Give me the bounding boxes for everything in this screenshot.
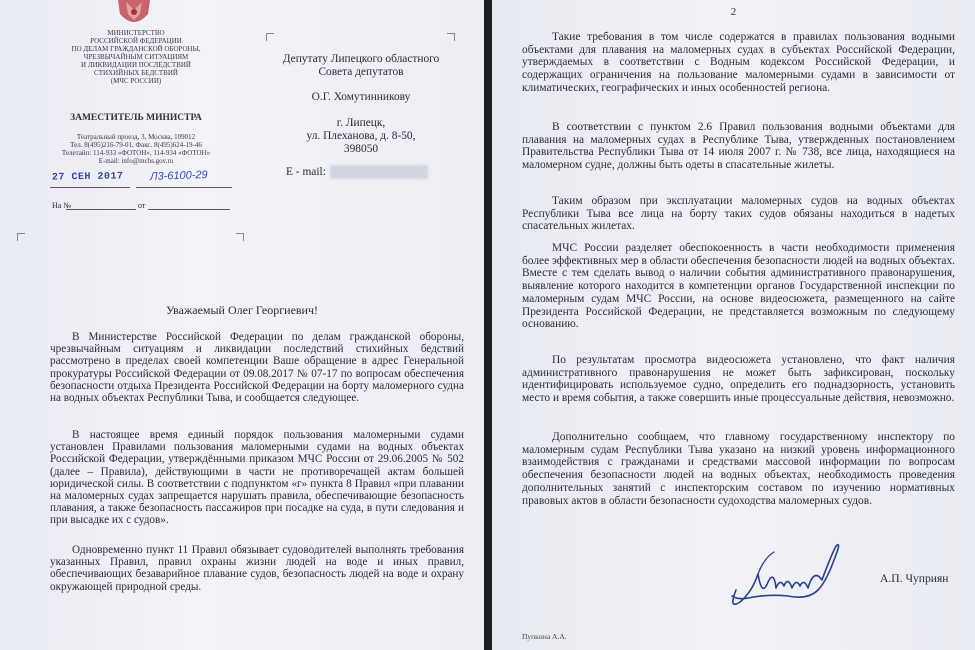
letterhead-line: И ЛИКВИДАЦИИ ПОСЛЕДСТВИЙ [81,61,191,69]
paragraph: МЧС России разделяет обеспокоенность в части необходимости применения более эффективных мер в области обеспечения безопасности людей на водных объектах. Вместе с тем сделать вывод о наличии события административного правонарушения, выявление которого находится в компетенции органов Государственной инспекции по маломерным судам МЧС России, на основе видеосюжета, размещенного на сайте Президента Российской Федерации, не представляется возможным по следующему основанию. [522,242,955,331]
contact-line: E-mail: info@mchs.gov.ru [98,157,174,165]
letterhead [52,29,220,85]
paragraph: В соответствии с пунктом 2.6 Правил пользования водными объектами для плавания на маломерных судах в Республике Тыва, утвержденных постановлением Правительства Республики Тыва от 14 июля 2007 г. № 738, все лица, находящиеся на маломерном судне, должны быть одеты в спасательные жилеты. [522,121,955,172]
corner-mark [17,233,25,241]
recipient-line: О.Г. Хомутинникову [311,91,411,104]
corner-mark [236,233,244,241]
recipient-line: г. Липецк, [336,116,386,129]
paragraph: Такие требования в том числе содержатся в правилах пользования водными объектами для плавания на маломерных судах в субъектах Российской Федерации, утверждаемых в соответствии с Водным кодексом Российской Федерации, и содержащих ограничения на пользование маломерными судами в зависимости от климатических, географических и иных особенностей региона. [522,31,955,94]
letterhead-line: РОССИЙСКОЙ ФЕДЕРАЦИИ [90,37,182,45]
ref-from: от [138,201,146,210]
outgoing-number: Л3-6100-29 [149,168,208,184]
page-number: 2 [730,6,737,18]
paragraph: Таким образом при эксплуатации маломерных судов на водных объектах Республики Тыва все лица на борту таких судов обязаны находиться в надетых спасательных жилетах. [522,195,955,233]
contact-line: Тел. 8(495)216-79-01, Факс. 8(495)624-19-46 [70,141,202,149]
recipient-line: Депутату Липецкого областного [282,53,440,65]
letter-page-2 [492,0,975,650]
deputy-title: ЗАМЕСТИТЕЛЬ МИНИСТРА [70,113,202,123]
date-stamp: 27 СЕН 2017 [51,171,124,184]
ref-underline [66,209,136,210]
letterhead-line: ЧРЕЗВЫЧАЙНЫМ СИТУАЦИЯМ [83,53,189,61]
email-label: E - mail: [286,166,326,178]
contacts [44,133,228,165]
paragraph: В настоящее время единый порядок пользования маломерными судами установлен Правилами пользования маломерными судами на водных объектах Российской Федерации, утверждёнными приказом МЧС России от 29.06.2005 № 502 (далее – Правила), действующими в части не противоречащей актам большей юридической силы. В соответствии с подпунктом «г» пункта 8 Правил «при плавании на маломерных судах запрещается нарушать правила, обеспечивающие безопасность плавания, а также безопасность пассажиров при посадке на суда, в пути следования и при высадке их с судов». [50,429,464,527]
ref-from-underline [148,209,230,210]
recipient-line: Совета депутатов [318,66,404,79]
ref-label: На № [52,201,71,210]
coat-of-arms-icon [114,0,154,26]
letterhead-line: СТИХИЙНЫХ БЕДСТВИЙ [94,69,178,77]
letterhead-line: ПО ДЕЛАМ ГРАЖДАНСКОЙ ОБОРОНЫ, [71,45,201,53]
page-gap [484,0,492,650]
letterhead-line: МИНИСТЕРСТВО [107,29,165,37]
recipient-line: ул. Плеханова, д. 8-50, [306,129,416,142]
executor: Пупкина А.А. [522,632,567,641]
date-underline [50,187,130,188]
contact-line: Театральный проезд, 3, Москва, 109012 [76,133,196,141]
recipient-line [270,105,452,117]
greeting: Уважаемый Олег Георгиевич! [165,303,319,317]
signatory: А.П. Чуприян [880,572,949,585]
recipient-line [270,79,452,91]
signature [718,538,858,618]
number-underline [136,187,232,188]
email-redacted [330,165,428,179]
letterhead-line: (МЧС РОССИИ) [110,77,162,85]
paragraph: По результатам просмотра видеосюжета установлено, что факт наличия административного правонарушения не может быть зафиксирован, поскольку идентифицировать используемое судно, определить его поднадзорность, установить место и время события, а также совершить иные процессуальные действия, невозможно. [522,354,955,405]
contact-line: Телетайп: 114-933 «ФОТОН», 114-934 «ФОТОН» [61,149,211,157]
corner-mark [266,33,274,41]
recipient-line: 398050 [343,143,379,156]
letter-page-1 [0,0,484,650]
paragraph: В Министерстве Российской Федерации по делам гражданской обороны, чрезвычайным ситуациям и ликвидации последствий стихийных бедствий рассмотрено в пределах своей компетенции Ваше обращение в адрес Генеральной прокуратуры Российской Федерации от 09.08.2017 № 07-17 по вопросам обеспечения безопасности отдыха Президента Российской Федерации на борту маломерного судна на водных объектах Республики Тыва, и сообщается следующее. [50,331,464,405]
paragraph: Одновременно пункт 11 Правил обязывает судоводителей выполнять требования указанных Правил, правил охраны жизни людей на воде и иных правил, обеспечивающих безаварийное плавание судов, безопасность людей на воде и охрану окружающей природной среды. [50,544,464,593]
recipient-block [270,53,452,156]
paragraph: Дополнительно сообщаем, что главному государственному инспектору по маломерным судам Республики Тыва указано на низкий уровень информационного взаимодействия с гражданами и средствами массовой информации по вопросам обеспечения безопасности людей на водных объектах, необходимость проведения дополнительных занятий с инспекторским составом по изучению нормативных правовых актов в области безопасности судоходства маломерных судов. [522,431,955,507]
corner-mark [447,33,455,41]
